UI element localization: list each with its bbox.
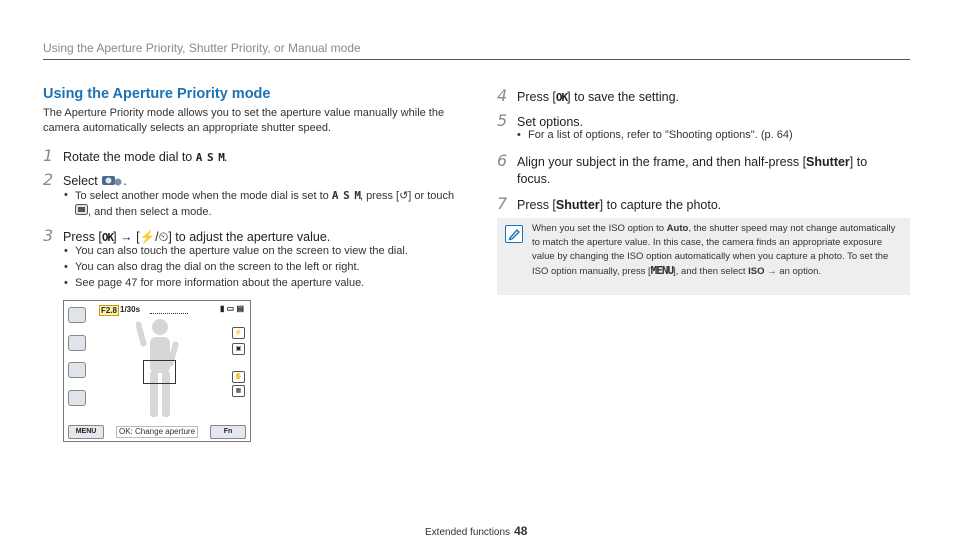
note-text-part: , the shutter speed may not change automatically to match the aperture value. In this case, the camera finds an appropriate exposure value by changing the ISO option automatically when you capture a photo. To set the ISO option manually, press [ [532,223,896,277]
aperture-priority-mode-icon [101,174,123,189]
ok-key-icon: OK [555,91,568,104]
step-2 [43,170,127,189]
step-3-bullets [63,244,463,292]
menu-key-icon: MENU [650,264,674,277]
section-intro: The Aperture Priority mode allows you to set the aperture value manually while the camera automatically selects an appropriate shutter speed. [43,107,445,134]
step-number: 4 [497,86,508,105]
bullet-text: ] or touch [408,190,455,202]
list-item: • For a list of options, refer to "Shooting options". (p. 64) [516,128,906,143]
asm-mode-icon: A S M [195,151,224,164]
footer-label: Extended functions [425,527,511,538]
fn-button[interactable]: Fn [210,425,246,439]
step-number: 6 [497,151,508,170]
header-rule [43,59,910,60]
step-text-part: Rotate the mode dial to [63,150,196,164]
step-text-part: . [123,174,127,188]
step-4 [497,86,679,105]
back-icon: ↺ [399,190,409,202]
section-title: Using the Aperture Priority mode [43,86,271,102]
step-text: Set options. [517,115,584,129]
list-item: • You can also drag the dial on the screen to the left or right. [63,260,463,275]
step-1 [43,146,227,165]
step-2-bullets [63,188,463,221]
step-7 [497,194,721,213]
list-item: • See page 47 for more information about the aperture value. [63,276,463,291]
smart-mode-icon [68,362,86,378]
running-header: Using the Aperture Priority, Shutter Priority, or Manual mode [43,41,361,55]
note-text-part: → an option. [764,266,822,277]
page-number: 48 [514,524,528,538]
photo-icon [68,335,86,351]
flash-icon: ⚡ [232,327,245,339]
step-text-part: ] to adjust the aperture value. [168,230,331,244]
note-pencil-icon [505,225,523,243]
step-text-part: ] → [ [113,230,140,244]
step-number: 7 [497,194,508,213]
exposure-scale-icon [150,304,188,314]
step-text-part: ] to capture the photo. [599,198,722,212]
step-text [517,90,679,104]
menu-button[interactable]: MENU [68,425,104,439]
step-text-part: Press [ [517,198,556,212]
ok-hint: OK: Change aperture [116,426,198,438]
list-item [63,188,463,220]
step-text [63,150,227,164]
mode-icon [75,204,88,220]
flash-timer-key-icon: ⚡/⏲ [139,230,169,244]
step-number: 5 [497,111,508,130]
step-3 [43,226,330,245]
playback-icon [68,390,86,406]
metering-icon: ▣ [232,343,245,355]
note-text-part: When you set the ISO option to [532,223,667,234]
shooting-mode-icon [68,307,86,323]
step-text-part: ] to save the setting. [567,90,680,104]
step-text [517,198,721,212]
step-text-part: Press [ [517,90,556,104]
step-number: 1 [43,146,54,165]
note-text-part: ISO [748,266,765,277]
shutter-key-label: Shutter [806,155,850,169]
step-text [517,154,892,188]
note-text-part: ], and then select [673,266,749,277]
step-text-part: Align your subject in the frame, and then half-press [ [517,155,807,169]
note-text [532,222,904,279]
focus-frame [143,360,176,384]
bullet-text: , press [ [359,190,400,202]
page-footer [425,524,527,538]
step-text [63,174,127,189]
step-5-bullets [516,128,906,144]
note-box [497,218,910,295]
battery-icon: ▮ ▭ ▤ [220,304,244,313]
list-item: • You can also touch the aperture value on the screen to view the dial. [63,244,463,259]
camera-screen-illustration [63,300,251,442]
step-number: 3 [43,226,54,245]
aperture-value: F2.8 [101,306,118,315]
shutter-key-label: Shutter [555,198,600,212]
bullet-text: To select another mode when the mode dial is set to [75,190,332,202]
step-text [63,230,330,245]
step-text-part: ] to focus. [517,155,868,186]
step-text-part: Select [63,174,102,188]
note-text-part: Auto [666,223,689,234]
asm-mode-icon: A S M [331,189,360,202]
step-number: 2 [43,170,54,189]
step-text-part: . [223,150,228,164]
stabilizer-icon: ✋ [232,371,245,383]
step-6 [497,152,897,188]
white-balance-icon: ▦ [232,385,245,397]
step-text-part: Press [ [63,230,102,244]
shutter-speed: 1/30s [120,305,141,314]
ok-key-icon: OK [101,231,114,244]
bullet-text: , and then select a mode. [88,205,212,218]
